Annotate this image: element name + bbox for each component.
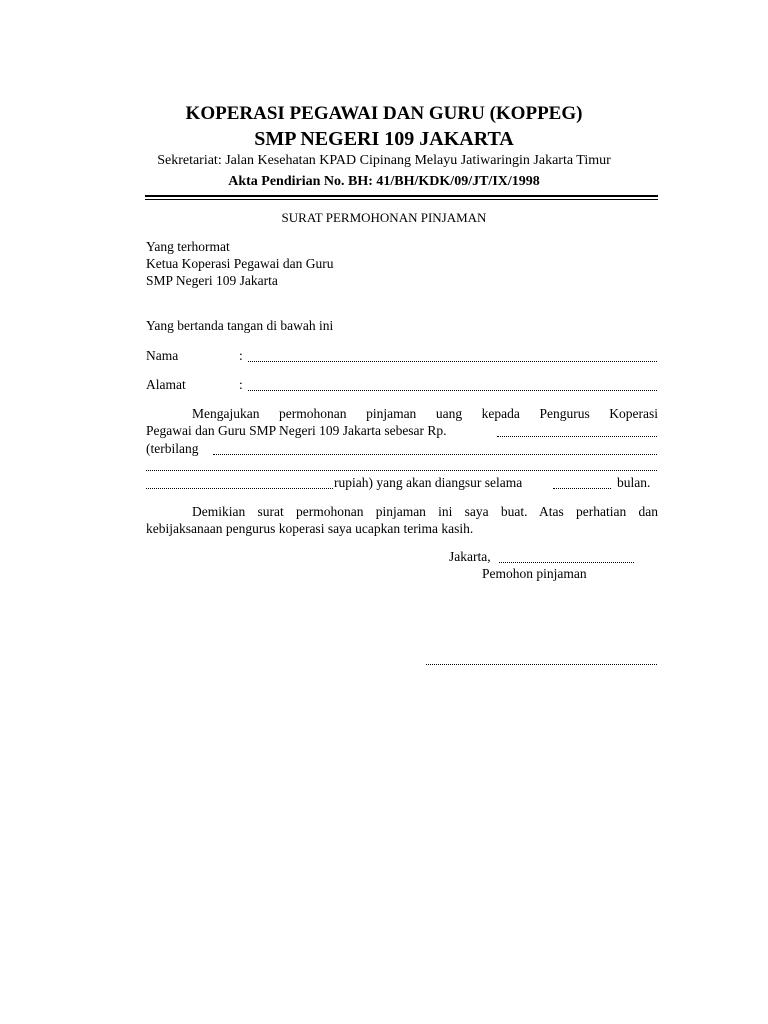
recipient-name: Ketua Koperasi Pegawai dan Guru [146,256,334,271]
header-rule-thick [145,195,658,197]
intro-text: Yang bertanda tangan di bawah ini [146,318,334,333]
name-fill-line[interactable] [248,361,657,362]
terbilang-fill-line-3[interactable] [146,488,333,489]
school-name-heading: SMP NEGERI 109 JAKARTA [254,128,514,150]
date-fill-line[interactable] [499,562,634,563]
org-name-heading: KOPERASI PEGAWAI DAN GURU (KOPPEG) [185,103,583,124]
installment-months-fill-line[interactable] [553,488,611,489]
terbilang-label: (terbilang [146,441,199,456]
secretariat-address: Sekretariat: Jalan Kesehatan KPAD Cipinang Melayu Jatiwaringin Jakarta Timur [157,153,611,168]
rupiah-text: rupiah) yang akan diangsur selama [334,475,523,490]
request-line-1: Mengajukan permohonan pinjaman uang kepada Pengurus Koperasi [192,406,658,421]
applicant-label: Pemohon pinjaman [482,566,587,581]
closing-line-1: Demikian surat permohonan pinjaman ini saya buat. Atas perhatian dan [192,504,658,519]
deed-number: Akta Pendirian No. BH: 41/BH/KDK/09/JT/IX/1998 [228,174,540,189]
header-rule-thin [145,199,658,200]
place-label: Jakarta, [449,549,491,564]
address-label: Alamat [146,377,186,392]
address-colon: : [239,377,243,392]
signature-fill-line[interactable] [426,664,657,665]
recipient-greeting: Yang terhormat [146,239,230,254]
closing-line-2: kebijaksanaan pengurus koperasi saya ucapkan terima kasih. [146,521,474,536]
letter-title: SURAT PERMOHONAN PINJAMAN [281,210,487,225]
amount-fill-line[interactable] [497,436,657,437]
bulan-text: bulan. [617,475,651,490]
request-line-2: Pegawai dan Guru SMP Negeri 109 Jakarta sebesar Rp. [146,423,447,438]
terbilang-fill-line-1[interactable] [213,454,657,455]
address-fill-line[interactable] [248,390,657,391]
recipient-school: SMP Negeri 109 Jakarta [146,273,278,288]
name-colon: : [239,348,243,363]
terbilang-fill-line-2[interactable] [146,470,657,471]
name-label: Nama [146,348,179,363]
